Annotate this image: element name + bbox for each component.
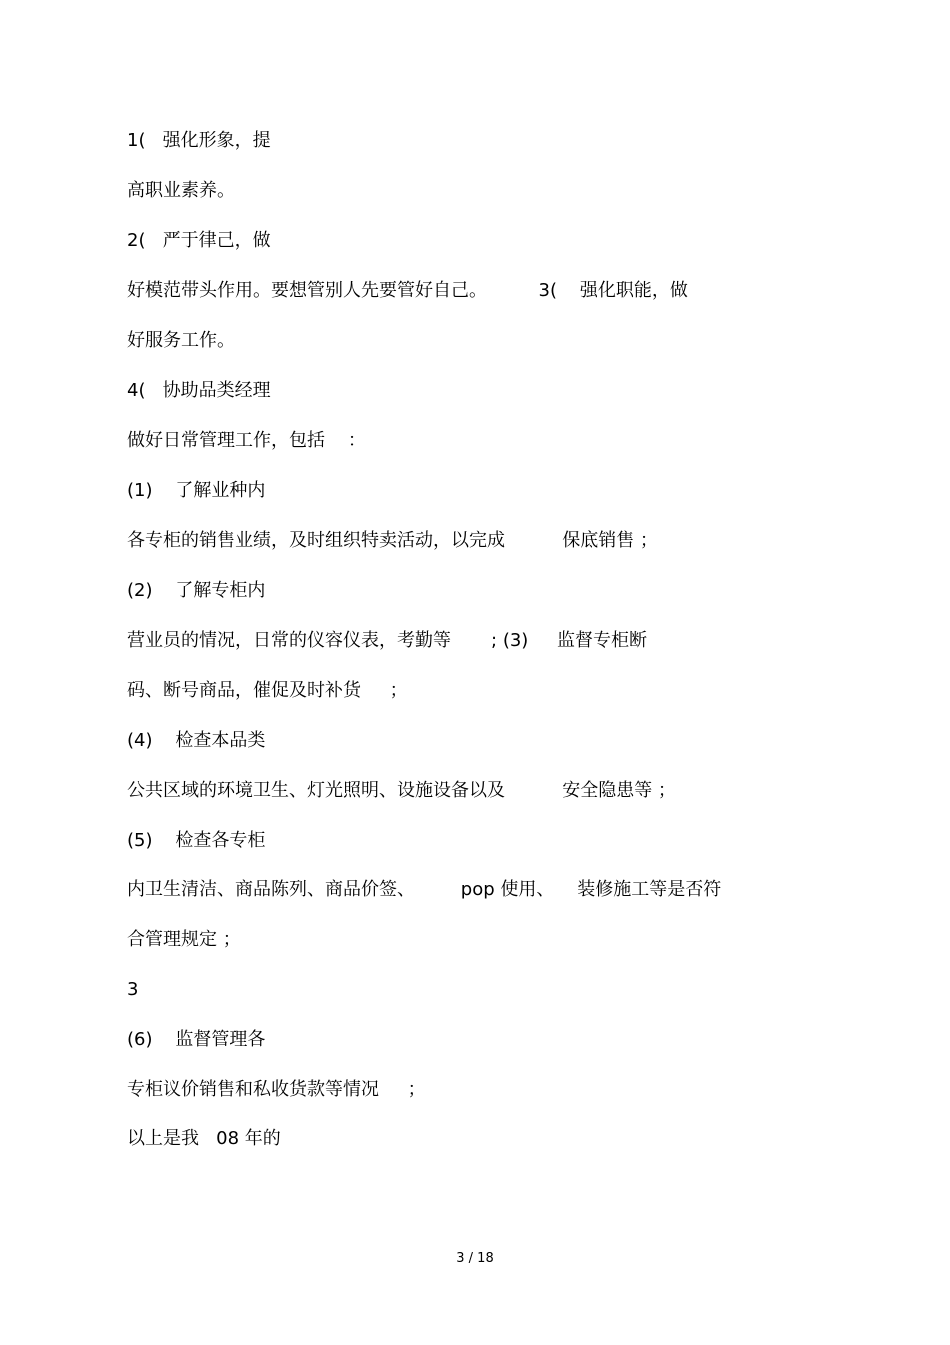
text-line: 好服务工作。 (127, 330, 235, 351)
page-number: 3 / 18 (456, 1251, 494, 1266)
text-line: 4( 协助品类经理 (127, 380, 271, 401)
text-line: 营业员的情况，日常的仪容仪表，考勤等 ; (3) 监督专柜断 (127, 630, 647, 651)
text-line: 做好日常管理工作，包括 ： (127, 430, 366, 451)
text-line: 合管理规定 ； (127, 929, 241, 950)
text-line: (4) 检查本品类 (127, 730, 266, 751)
text-line: 以上是我 08 年的 (127, 1128, 281, 1149)
text-line: 公共区域的环境卫生、灯光照明、设施设备以及 安全隐患等 ； (127, 780, 676, 801)
text-line: 码、断号商品，催促及时补货 ； (127, 680, 408, 701)
text-line: 专柜议价销售和私收货款等情况 ； (127, 1079, 426, 1100)
text-line: 内卫生清洁、商品陈列、商品价签、 pop 使用、 装修施工等是否符 (127, 879, 722, 900)
text-line: 3 (127, 979, 139, 1000)
text-line: 各专柜的销售业绩，及时组织特卖活动，以完成 保底销售 ； (127, 530, 658, 551)
text-line: 好模范带头作用。要想管别人先要管好自己。 3( 强化职能，做 (127, 280, 688, 301)
text-line: 2( 严于律己，做 (127, 230, 271, 251)
text-line: (5) 检查各专柜 (127, 830, 266, 851)
text-line: (2) 了解专柜内 (127, 580, 266, 601)
text-line: 1( 强化形象，提 (127, 130, 271, 151)
text-line: 高职业素养。 (127, 180, 235, 201)
text-line: (1) 了解业种内 (127, 480, 266, 501)
text-line: (6) 监督管理各 (127, 1029, 266, 1050)
